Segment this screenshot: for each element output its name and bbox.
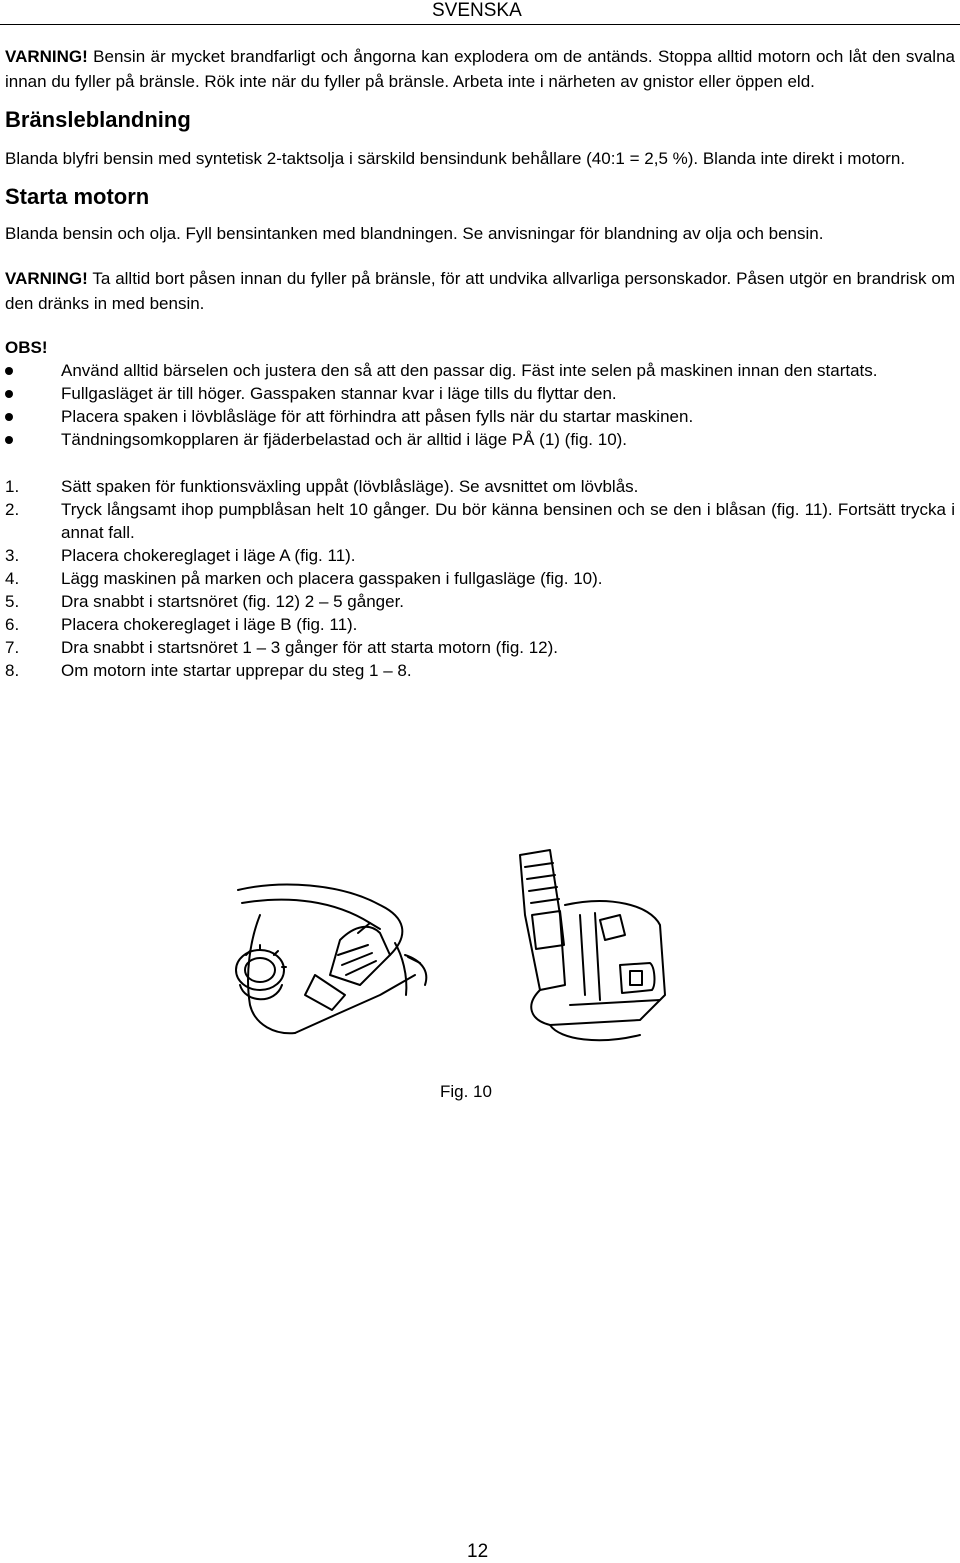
step-number: 2. — [5, 500, 20, 519]
list-item — [5, 405, 955, 428]
bullet-text: Placera spaken i lövblåsläge för att förhindra att påsen fylls när du startar maskinen. — [61, 407, 694, 426]
list-item — [5, 475, 955, 498]
start-warning-text: Ta alltid bort påsen innan du fyller på bränsle, för att undvika allvarliga personskador. Påsen utgör en brandrisk om den dränks in med bensin. — [5, 269, 955, 313]
list-item — [5, 498, 955, 544]
bullet-dot — [5, 413, 13, 421]
header-language: SVENSKA — [432, 0, 522, 21]
step-number: 1. — [5, 477, 20, 496]
note-label: OBS! — [5, 338, 48, 357]
intro-warning-paragraph — [5, 44, 955, 94]
intro-warning-label: VARNING! — [5, 47, 88, 66]
fuel-section-title: Bränsleblandning — [5, 107, 191, 132]
list-item — [5, 590, 955, 613]
step-number: 3. — [5, 546, 20, 565]
page-number: 12 — [467, 1541, 489, 1562]
step-number: 8. — [5, 661, 20, 680]
bullet-dot — [5, 436, 13, 444]
list-item — [5, 567, 955, 590]
step-text: Tryck långsamt ihop pumpblåsan helt 10 gånger. Du bör känna bensinen och se den i blåsan (fig. 11). Fortsätt trycka i annat fall. — [61, 500, 955, 542]
step-number: 6. — [5, 615, 20, 634]
step-text: Dra snabbt i startsnöret (fig. 12) 2 – 5 gånger. — [61, 592, 405, 611]
step-text: Dra snabbt i startsnöret 1 – 3 gånger för att starta motorn (fig. 12). — [61, 638, 559, 657]
bullet-dot — [5, 367, 13, 375]
list-item — [5, 613, 955, 636]
bullet-text: Fullgasläget är till höger. Gasspaken stannar kvar i läge tills du flyttar den. — [61, 384, 617, 403]
fuel-cap-drawing — [236, 945, 286, 999]
bullet-dot — [5, 390, 13, 398]
step-text: Sätt spaken för funktionsväxling uppåt (lövblåsläge). Se avsnittet om lövblås. — [61, 477, 639, 496]
list-item — [5, 544, 955, 567]
step-text: Placera chokereglaget i läge A (fig. 11). — [61, 546, 356, 565]
note-bullet-list — [5, 359, 955, 451]
fuel-section-text: Blanda blyfri bensin med syntetisk 2-taktsolja i särskild bensindunk behållare (40:1 = 2,5 %). Blanda inte direkt i motorn. — [5, 149, 906, 168]
list-item — [5, 428, 955, 451]
step-number: 7. — [5, 638, 20, 657]
header-divider — [0, 24, 960, 25]
list-item — [5, 636, 955, 659]
ignition-switch-drawing — [620, 963, 654, 993]
start-steps-list — [5, 475, 955, 682]
handle-drawing — [520, 850, 665, 1040]
list-item — [5, 659, 955, 682]
figure-10-illustration — [220, 845, 760, 1075]
figure-caption: Fig. 10 — [440, 1082, 492, 1101]
page-content — [5, 44, 955, 682]
intro-warning-text: Bensin är mycket brandfarligt och ångorna kan explodera om de antänds. Stoppa alltid motorn och låt den svalna innan du fyller på bränsle. Rök inte när du fyller på bränsle. Arbeta inte i närheten av gnistor eller öppen eld. — [5, 47, 955, 91]
list-item — [5, 359, 955, 382]
start-section-text: Blanda bensin och olja. Fyll bensintanken med blandningen. Se anvisningar för blandning av olja och bensin. — [5, 224, 824, 243]
bullet-text: Tändningsomkopplaren är fjäderbelastad och är alltid i läge PÅ (1) (fig. 10). — [61, 430, 628, 449]
step-text: Om motorn inte startar upprepar du steg 1 – 8. — [61, 661, 412, 680]
step-number: 4. — [5, 569, 20, 588]
start-warning-label: VARNING! — [5, 269, 88, 288]
step-text: Placera chokereglaget i läge B (fig. 11). — [61, 615, 358, 634]
step-number: 5. — [5, 592, 20, 611]
start-warning-paragraph — [5, 266, 955, 316]
start-section-title: Starta motorn — [5, 184, 150, 209]
list-item — [5, 382, 955, 405]
bullet-text: Använd alltid bärselen och justera den så att den passar dig. Fäst inte selen på maskinen innan den startats. — [61, 361, 878, 380]
step-text: Lägg maskinen på marken och placera gasspaken i fullgasläge (fig. 10). — [61, 569, 603, 588]
